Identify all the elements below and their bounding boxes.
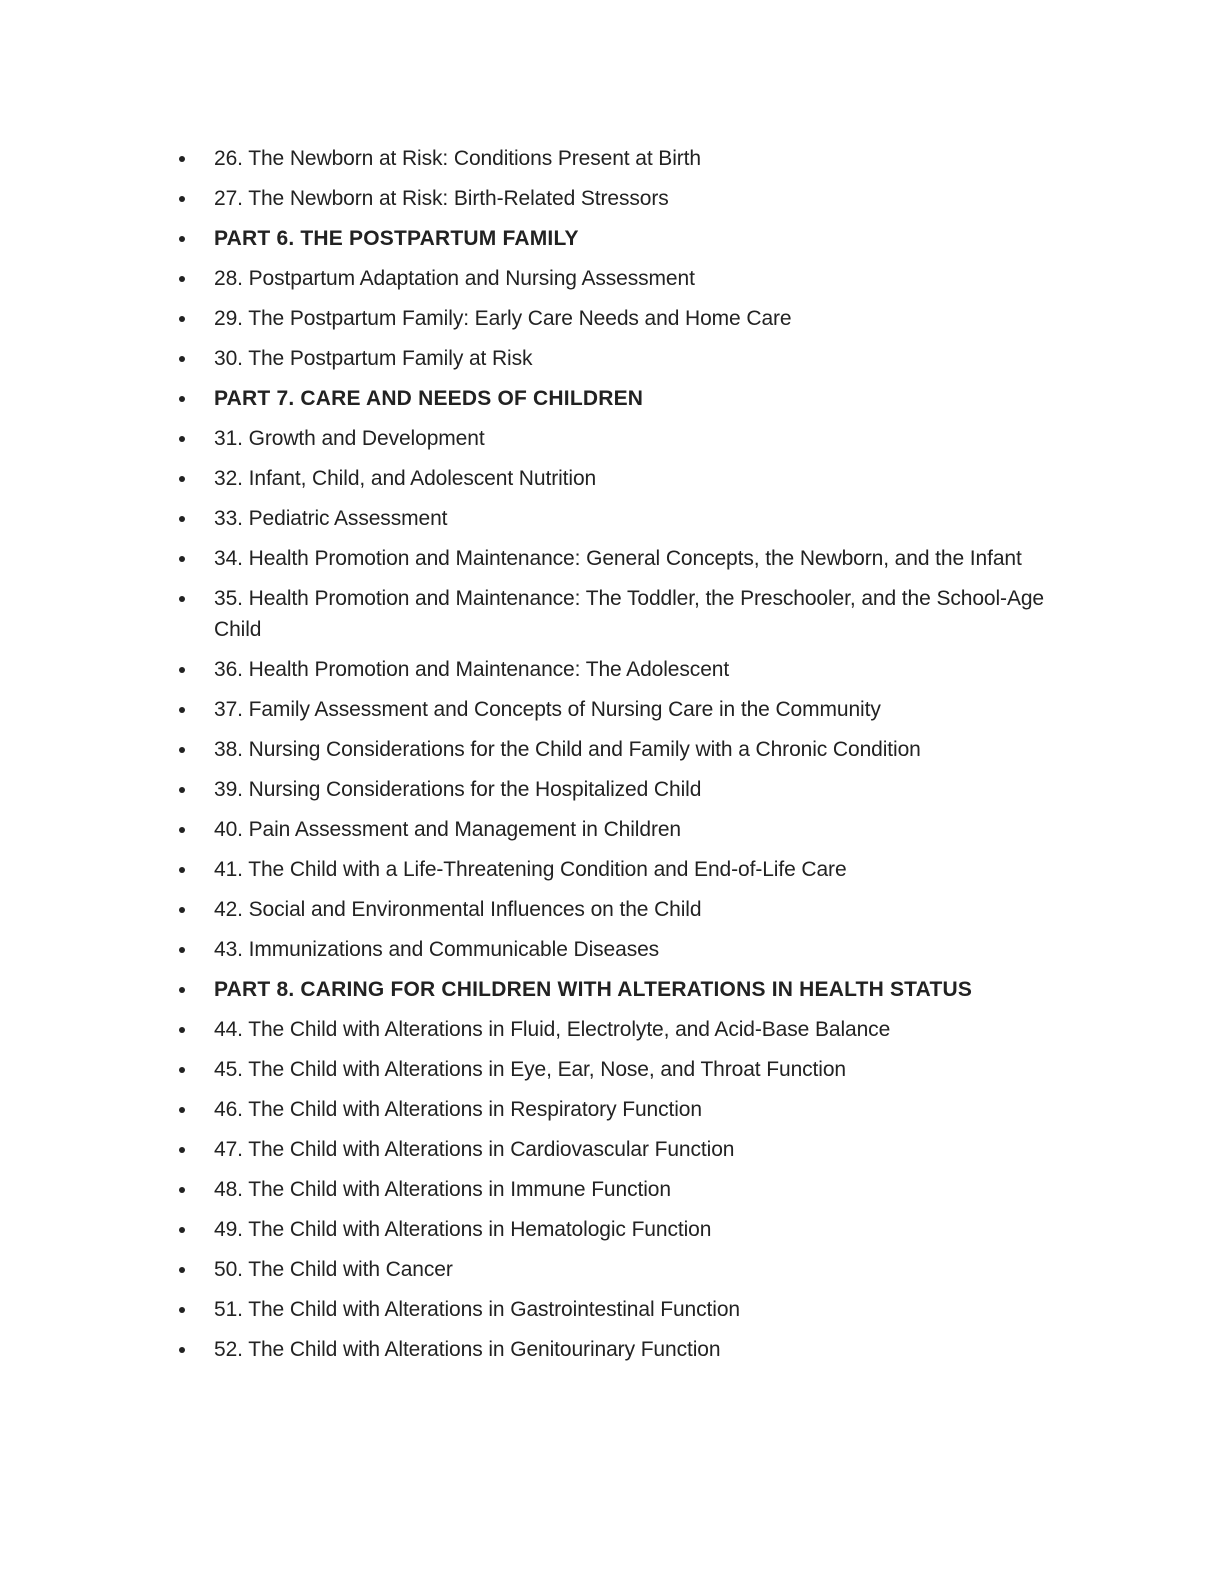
bullet-icon [179, 156, 185, 162]
chapter-title: 33. Pediatric Assessment [214, 507, 448, 530]
bullet-icon [179, 476, 185, 482]
chapter-title: 37. Family Assessment and Concepts of Nursing Care in the Community [214, 698, 881, 721]
chapter-title: 50. The Child with Cancer [214, 1258, 453, 1281]
chapter-item [176, 1254, 1056, 1285]
chapter-item [176, 1014, 1056, 1045]
chapter-item [176, 303, 1056, 334]
table-of-contents-list [176, 143, 1056, 1374]
chapter-item [176, 734, 1056, 765]
chapter-item [176, 463, 1056, 494]
part-heading-item [176, 974, 1056, 1005]
chapter-item [176, 1214, 1056, 1245]
chapter-title: 29. The Postpartum Family: Early Care Needs and Home Care [214, 307, 792, 330]
chapter-title: 26. The Newborn at Risk: Conditions Present at Birth [214, 147, 701, 170]
chapter-title: 41. The Child with a Life-Threatening Condition and End-of-Life Care [214, 858, 847, 881]
bullet-icon [179, 1107, 185, 1113]
bullet-icon [179, 236, 185, 242]
part-heading-item [176, 223, 1056, 254]
chapter-item [176, 654, 1056, 685]
chapter-title: 27. The Newborn at Risk: Birth-Related Stressors [214, 187, 669, 210]
chapter-title: 31. Growth and Development [214, 427, 485, 450]
chapter-item [176, 1094, 1056, 1125]
bullet-icon [179, 1027, 185, 1033]
bullet-icon [179, 516, 185, 522]
chapter-item [176, 583, 1056, 645]
chapter-title: 38. Nursing Considerations for the Child and Family with a Chronic Condition [214, 738, 921, 761]
bullet-icon [179, 947, 185, 953]
chapter-item [176, 774, 1056, 805]
chapter-title: 34. Health Promotion and Maintenance: General Concepts, the Newborn, and the Infant [214, 547, 1022, 570]
part-heading-text: PART 8. CARING FOR CHILDREN WITH ALTERATIONS IN HEALTH STATUS [214, 978, 973, 1001]
chapter-item [176, 854, 1056, 885]
chapter-item [176, 894, 1056, 925]
chapter-item [176, 503, 1056, 534]
chapter-item [176, 934, 1056, 965]
chapter-title: 51. The Child with Alterations in Gastrointestinal Function [214, 1298, 740, 1321]
chapter-title: 47. The Child with Alterations in Cardiovascular Function [214, 1138, 735, 1161]
bullet-icon [179, 667, 185, 673]
bullet-icon [179, 1147, 185, 1153]
chapter-title: 43. Immunizations and Communicable Diseases [214, 938, 660, 961]
chapter-item [176, 183, 1056, 214]
chapter-title: 45. The Child with Alterations in Eye, Ear, Nose, and Throat Function [214, 1058, 847, 1081]
bullet-icon [179, 787, 185, 793]
chapter-title: 28. Postpartum Adaptation and Nursing Assessment [214, 267, 695, 290]
chapter-title: 39. Nursing Considerations for the Hospitalized Child [214, 778, 702, 801]
bullet-icon [179, 436, 185, 442]
chapter-title: 49. The Child with Alterations in Hematologic Function [214, 1218, 712, 1241]
chapter-title: 46. The Child with Alterations in Respiratory Function [214, 1098, 702, 1121]
chapter-item [176, 423, 1056, 454]
chapter-item [176, 694, 1056, 725]
chapter-title: 48. The Child with Alterations in Immune Function [214, 1178, 671, 1201]
bullet-icon [179, 1187, 185, 1193]
chapter-item [176, 1174, 1056, 1205]
chapter-item [176, 263, 1056, 294]
chapter-item [176, 143, 1056, 174]
chapter-title: 42. Social and Environmental Influences on the Child [214, 898, 702, 921]
chapter-title: 44. The Child with Alterations in Fluid, Electrolyte, and Acid-Base Balance [214, 1018, 891, 1041]
chapter-item [176, 1294, 1056, 1325]
chapter-item [176, 1334, 1056, 1365]
chapter-title: 30. The Postpartum Family at Risk [214, 347, 533, 370]
bullet-icon [179, 707, 185, 713]
chapter-title: 52. The Child with Alterations in Genitourinary Function [214, 1338, 721, 1361]
chapter-title: 36. Health Promotion and Maintenance: The Adolescent [214, 658, 730, 681]
bullet-icon [179, 747, 185, 753]
bullet-icon [179, 196, 185, 202]
bullet-icon [179, 1347, 185, 1353]
bullet-icon [179, 987, 185, 993]
chapter-title: 35. Health Promotion and Maintenance: The Toddler, the Preschooler, and the School-Age Child [214, 587, 1045, 641]
part-heading-text: PART 7. CARE AND NEEDS OF CHILDREN [214, 387, 644, 410]
chapter-item [176, 814, 1056, 845]
bullet-icon [179, 907, 185, 913]
chapter-item [176, 543, 1056, 574]
bullet-icon [179, 1067, 185, 1073]
bullet-icon [179, 596, 185, 602]
bullet-icon [179, 356, 185, 362]
bullet-icon [179, 276, 185, 282]
bullet-icon [179, 1307, 185, 1313]
bullet-icon [179, 867, 185, 873]
bullet-icon [179, 1227, 185, 1233]
part-heading-text: PART 6. THE POSTPARTUM FAMILY [214, 227, 579, 250]
chapter-title: 40. Pain Assessment and Management in Children [214, 818, 682, 841]
bullet-icon [179, 316, 185, 322]
bullet-icon [179, 827, 185, 833]
bullet-icon [179, 1267, 185, 1273]
chapter-item [176, 1134, 1056, 1165]
chapter-item [176, 343, 1056, 374]
chapter-item [176, 1054, 1056, 1085]
chapter-title: 32. Infant, Child, and Adolescent Nutrition [214, 467, 597, 490]
bullet-icon [179, 556, 185, 562]
bullet-icon [179, 396, 185, 402]
part-heading-item [176, 383, 1056, 414]
